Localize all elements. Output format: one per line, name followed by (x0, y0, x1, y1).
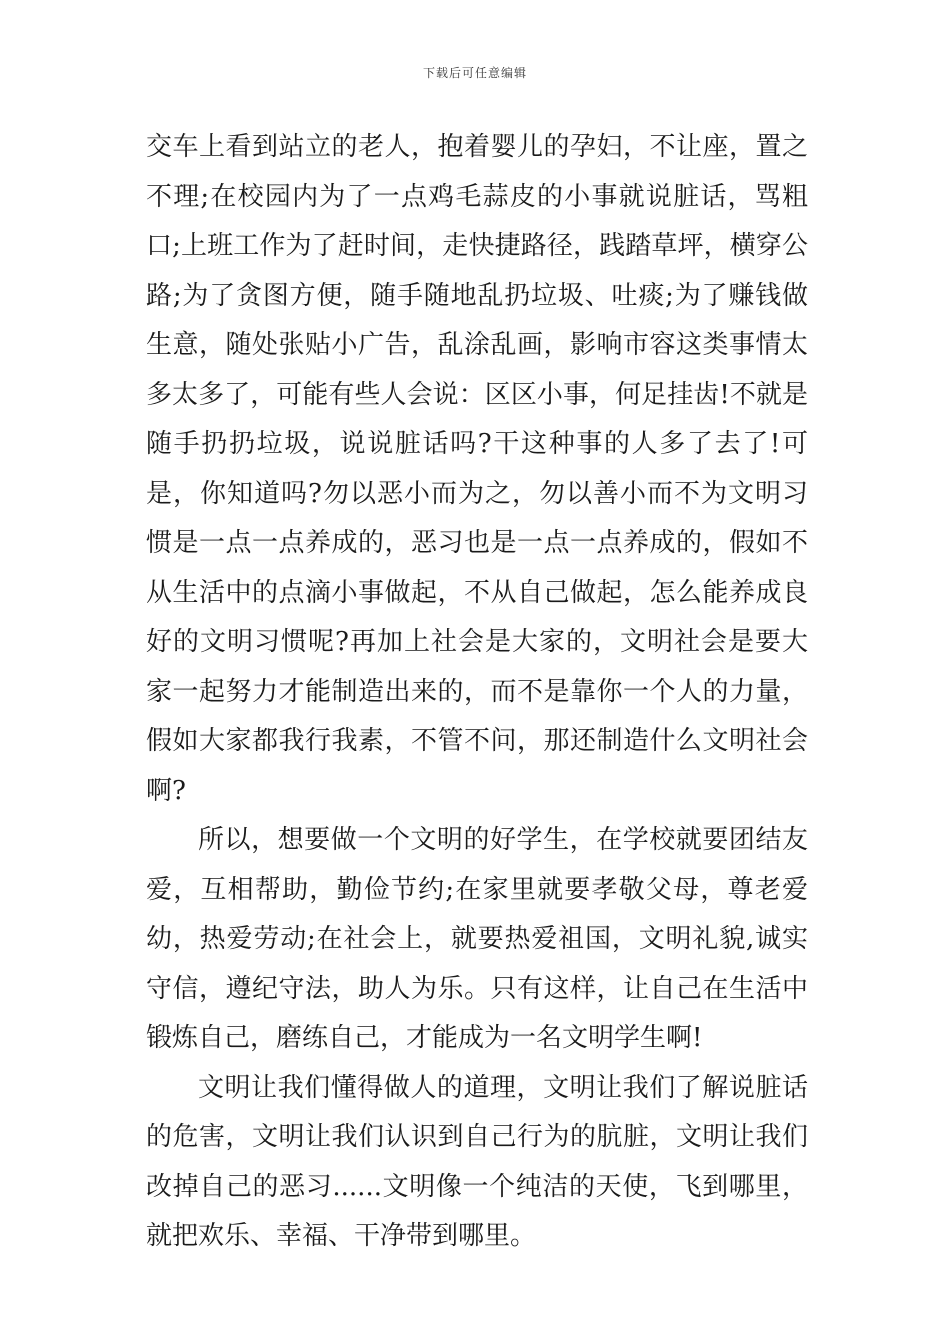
paragraph-civilized-student: 所以，想要做一个文明的好学生，在学校就要团结友爱，互相帮助，勤俭节约;在家里就要孝敬父母，尊老爱幼，热爱劳动;在社会上，就要热爱祖国，文明礼貌,诚实守信，遵纪守法，助人为乐。只有这样，让自己在生活中锻炼自己，磨练自己，才能成为一名文明学生啊! (146, 825, 808, 1053)
page-header-note: 下载后可任意编辑 (422, 66, 527, 80)
paragraph-civilization-angel: 文明让我们懂得做人的道理，文明让我们了解说脏话的危害，文明让我们认识到自己行为的肮脏，文明让我们改掉自己的恶习......文明像一个纯洁的天使，飞到哪里，就把欢乐、幸福、干净带到哪里。 (146, 1072, 808, 1251)
document-body (146, 123, 808, 1262)
paragraph-continued: 交车上看到站立的老人，抱着婴儿的孕妇，不让座，置之不理;在校园内为了一点鸡毛蒜皮的小事就说脏话，骂粗口;上班工作为了赶时间，走快捷路径，践踏草坪，横穿公路;为了贪图方便，随手随地乱扔垃圾、吐痰;为了赚钱做生意，随处张贴小广告，乱涂乱画，影响市容这类事情太多太多了，可能有些人会说：区区小事，何足挂齿!不就是随手扔扔垃圾，说说脏话吗?干这种事的人多了去了!可是，你知道吗?勿以恶小而为之，勿以善小而不为文明习惯是一点一点养成的，恶习也是一点一点养成的，假如不从生活中的点滴小事做起，不从自己做起，怎么能养成良好的文明习惯呢?再加上社会是大家的，文明社会是要大家一起努力才能制造出来的，而不是靠你一个人的力量，假如大家都我行我素，不管不问，那还制造什么文明社会啊? (146, 132, 808, 806)
